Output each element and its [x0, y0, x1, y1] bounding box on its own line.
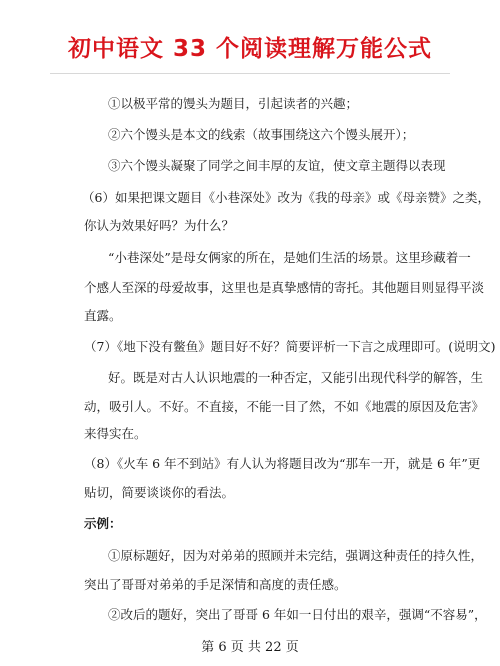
page-footer: 第 6 页 共 22 页: [201, 640, 299, 655]
answer-7: 好。既是对古人认识地震的一种否定，又能引出现代科学的解答，生: [108, 370, 484, 385]
question-6-cont: 你认为效果好吗？为什么？: [84, 218, 235, 233]
answer-6-cont: 个感人至深的母爱故事，这里也是真挚感情的寄托。其他题目则显得平淡: [84, 280, 485, 295]
answer-6: “小巷深处”是母女俩家的所在，是她们生活的场景。这里珍藏着一: [108, 250, 471, 265]
example-2: ②改后的题好，突出了哥哥 6 年如一日付出的艰辛，强调“不容易”，: [108, 607, 487, 622]
answer-7-cont: 来得实在。: [84, 426, 147, 441]
paragraph-line: ①以极平常的馒头为题目，引起读者的兴趣；: [108, 96, 359, 111]
paragraph-line: ②六个馒头是本文的线索（故事围绕这六个馒头展开）；: [108, 127, 415, 142]
question-6: （6）如果把课文题目《小巷深处》改为《我的母亲》或《母亲赞》之类，: [82, 190, 490, 205]
question-8-cont: 贴切，简要谈谈你的看法。: [84, 485, 235, 500]
example-label: 示例：: [84, 516, 122, 531]
page-title: 初中语文 33 个阅读理解万能公式: [67, 36, 433, 62]
example-1: ①原标题好，因为对弟弟的照顾并未完结，强调这种责任的持久性，: [108, 548, 484, 563]
title-divider: [50, 73, 450, 74]
paragraph-line: ③六个馒头凝聚了同学之间丰厚的友谊，使文章主题得以表现: [108, 158, 446, 173]
example-1-cont: 突出了哥哥对弟弟的手足深情和高度的责任感。: [84, 577, 347, 592]
question-7: （7）《地下没有鳖鱼》题目好不好？简要评析一下言之成理即可。(说明文): [84, 339, 496, 354]
question-8: （8）《火车 6 年不到站》有人认为将题目改为“那车一开，就是 6 年”更: [84, 456, 481, 471]
answer-7-cont: 动，吸引人。不好。不直接，不能一目了然，不如《地震的原因及危害》: [84, 399, 485, 414]
answer-6-cont: 直露。: [84, 308, 122, 323]
